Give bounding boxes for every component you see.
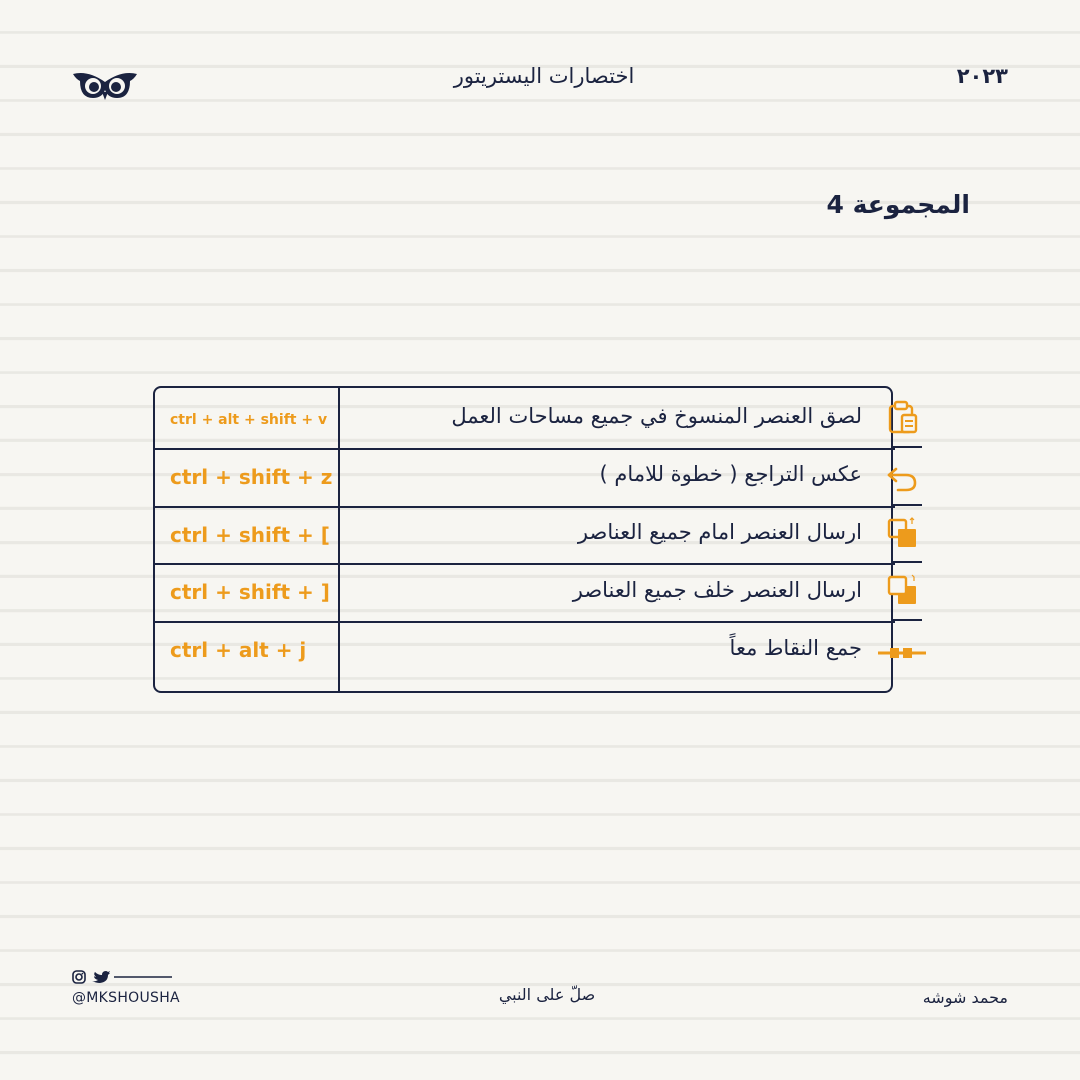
shortcut-keys: ctrl + shift + [ <box>170 523 330 547</box>
join-points-icon <box>876 633 928 673</box>
redo-arrow-icon <box>884 457 924 497</box>
social-links <box>72 970 182 986</box>
twitter-icon <box>92 971 110 983</box>
shortcut-keys: ctrl + alt + j <box>170 638 307 662</box>
row-divider <box>155 621 895 623</box>
send-to-back-icon <box>884 571 924 611</box>
row-divider-stub <box>892 561 922 563</box>
instagram-icon <box>73 971 85 983</box>
column-divider <box>338 386 340 692</box>
shortcut-keys: ctrl + shift + z <box>170 465 333 489</box>
row-divider <box>155 506 895 508</box>
section-title: المجموعة 4 <box>826 190 970 219</box>
shortcut-keys: ctrl + shift + ] <box>170 580 330 604</box>
author-name: محمد شوشه <box>922 988 1008 1007</box>
row-divider-stub <box>892 619 922 621</box>
header-title: اختصارات اليستريتور <box>453 64 635 88</box>
bring-to-front-icon <box>884 514 924 554</box>
social-handle: @MKSHOUSHA <box>72 990 180 1006</box>
shortcut-description: لصق العنصر المنسوخ في جميع مساحات العمل <box>451 404 862 428</box>
shortcut-description: ارسال العنصر امام جميع العناصر <box>577 520 862 544</box>
shortcut-description: عكس التراجع ( خطوة للامام ) <box>599 462 862 486</box>
shortcut-keys: ctrl + alt + shift + v <box>170 412 328 428</box>
clipboard-paste-icon <box>884 398 924 438</box>
row-divider-stub <box>892 446 922 448</box>
footer-center-text: صلّ على النبي <box>498 985 596 1004</box>
header-year: ٢٠٢٣ <box>956 64 1008 88</box>
row-divider <box>155 563 895 565</box>
shortcut-description: ارسال العنصر خلف جميع العناصر <box>572 578 862 602</box>
row-divider <box>155 448 895 450</box>
row-divider-stub <box>892 504 922 506</box>
shortcut-description: جمع النقاط معاً <box>729 636 862 660</box>
